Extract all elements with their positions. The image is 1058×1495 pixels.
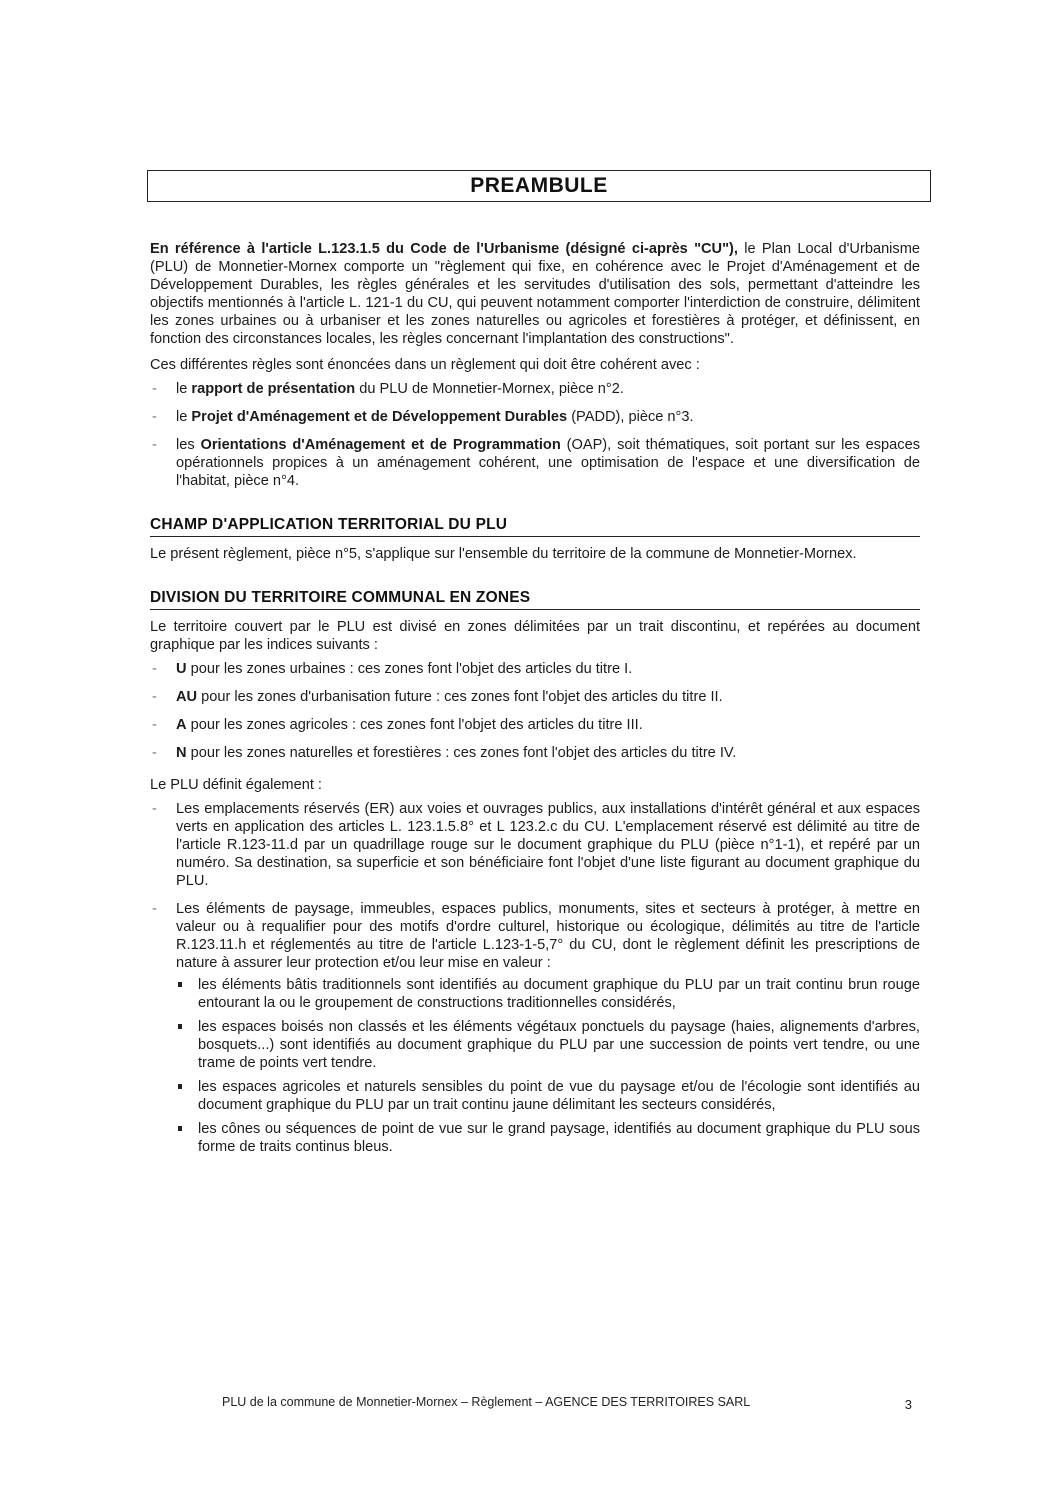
- intro-text: le Plan Local d'Urbanisme (PLU) de Monnetier-Mornex comporte un "règlement qui fixe, en cohérence avec le Projet d'Aménagement et de Développement Durables, les règles générales et les servitudes d'utilisation des sols, permettant d'atteindre les objectifs mentionnés à l'article L. 121-1 du CU, qui peuvent notamment comporter l'interdiction de construire, délimitent les zones urbaines ou à urbaniser et les zones naturelles ou agricoles et forestières à protéger, et définissent, en fonction des circonstances locales, les règles concernant l'implantation des constructions".: [150, 241, 920, 347]
- item-text: (PADD), pièce n°3.: [567, 409, 694, 425]
- content: [150, 240, 920, 1166]
- list-item: [150, 744, 920, 762]
- list-item: [150, 688, 920, 706]
- coherence-lead: Ces différentes règles sont énoncées dans un règlement qui doit être cohérent avec :: [150, 357, 700, 373]
- item-text: (OAP), soit thématiques, soit portant sur les espaces opérationnels propices à un aménagement cohérent, une optimisation de l'espace et une diversification de l'habitat, pièce n°4.: [176, 437, 920, 489]
- zone-text: pour les zones naturelles et forestières : ces zones font l'objet des articles du titre IV.: [186, 745, 737, 761]
- list-item: [150, 408, 920, 426]
- list-item: [150, 660, 920, 678]
- list-item: [150, 436, 920, 490]
- item-text: le: [176, 381, 192, 397]
- title-box: [147, 170, 931, 202]
- section-heading-division: DIVISION DU TERRITOIRE COMMUNAL EN ZONES: [150, 589, 920, 610]
- list-item: [150, 900, 920, 1156]
- division-paragraph: Le territoire couvert par le PLU est divisé en zones délimitées par un trait discontinu, et repérées au document graphique par les indices suivants :: [150, 619, 920, 653]
- page-number: 3: [904, 1397, 912, 1412]
- sub-list-item: les espaces agricoles et naturels sensibles du point de vue du paysage et/ou de l'écologie sont identifiés au document graphique du PLU par un trait continu jaune délimitant les secteurs considérés,: [176, 1078, 920, 1114]
- item-bold: rapport de présentation: [191, 381, 356, 397]
- sub-list-item: les espaces boisés non classés et les éléments végétaux ponctuels du paysage (haies, alignements d'arbres, bosquets...) sont identifiés au document graphique du PLU par une succession de points vert tendre, ou une trame de points vert tendre.: [176, 1018, 920, 1072]
- zone-text: pour les zones agricoles : ces zones font l'objet des articles du titre III.: [186, 717, 643, 733]
- footer-text: PLU de la commune de Monnetier-Mornex – Règlement – AGENCE DES TERRITOIRES SARL: [222, 1395, 751, 1409]
- item-bold: Orientations d'Aménagement et de Programmation: [200, 437, 561, 453]
- zones-list: [150, 660, 920, 762]
- zone-text: pour les zones urbaines : ces zones font l'objet des articles du titre I.: [186, 661, 633, 677]
- also-list: [150, 800, 920, 1156]
- section-heading-champ: CHAMP D'APPLICATION TERRITORIAL DU PLU: [150, 516, 920, 537]
- item-text: les: [176, 437, 201, 453]
- sub-list-item: les éléments bâtis traditionnels sont identifiés au document graphique du PLU par un trait continu brun rouge entourant la ou le groupement de constructions traditionnelles considérés,: [176, 976, 920, 1012]
- page-footer: [222, 1395, 912, 1412]
- list-item: - Les emplacements réservés (ER) aux voies et ouvrages publics, aux installations d'intérêt général et aux espaces verts en application des articles L. 123.1.5.8° et L 123.2.c du CU. L'emplacement réservé est délimité au titre de l'article R.123-11.d par un quadrillage rouge sur le document graphique du PLU (pièce n°1-1), et repéré par un numéro. Sa destination, sa superficie et son bénéficiaire font l'objet d'une liste figurant au document graphique du PLU.: [150, 800, 920, 890]
- item-text: le: [176, 409, 192, 425]
- zone-code: AU: [176, 689, 198, 705]
- zone-code: U: [176, 661, 187, 677]
- list-item: [150, 380, 920, 398]
- page-title: PREAMBULE: [470, 174, 608, 197]
- item-text: du PLU de Monnetier-Mornex, pièce n°2.: [355, 381, 624, 397]
- item-bold: Projet d'Aménagement et de Développement Durables: [191, 409, 568, 425]
- zone-code: N: [176, 745, 187, 761]
- zone-text: pour les zones d'urbanisation future : ces zones font l'objet des articles du titre II.: [197, 689, 723, 705]
- sub-list: [176, 976, 920, 1156]
- champ-paragraph: Le présent règlement, pièce n°5, s'applique sur l'ensemble du territoire de la commune de Monnetier-Mornex.: [150, 546, 857, 562]
- also-lead: Le PLU définit également :: [150, 777, 322, 793]
- list-item: [150, 716, 920, 734]
- item-text: Les éléments de paysage, immeubles, espaces publics, monuments, sites et secteurs à protéger, à mettre en valeur ou à requalifier pour des motifs d'ordre culturel, historique ou écologique, délimités au titre de l'article R.123.11.h et réglementés au titre de l'article L.123-1-5,7° du CU, dont le règlement définit les prescriptions de nature à assurer leur protection et/ou leur mise en valeur :: [176, 901, 920, 971]
- intro-paragraph: [150, 240, 920, 348]
- zone-code: A: [176, 717, 187, 733]
- sub-list-item: les cônes ou séquences de point de vue sur le grand paysage, identifiés au document graphique du PLU sous forme de traits continus bleus.: [176, 1120, 920, 1156]
- intro-bold-lead: En référence à l'article L.123.1.5 du Code de l'Urbanisme (désigné ci-après "CU"),: [150, 241, 738, 257]
- coherence-list: [150, 380, 920, 490]
